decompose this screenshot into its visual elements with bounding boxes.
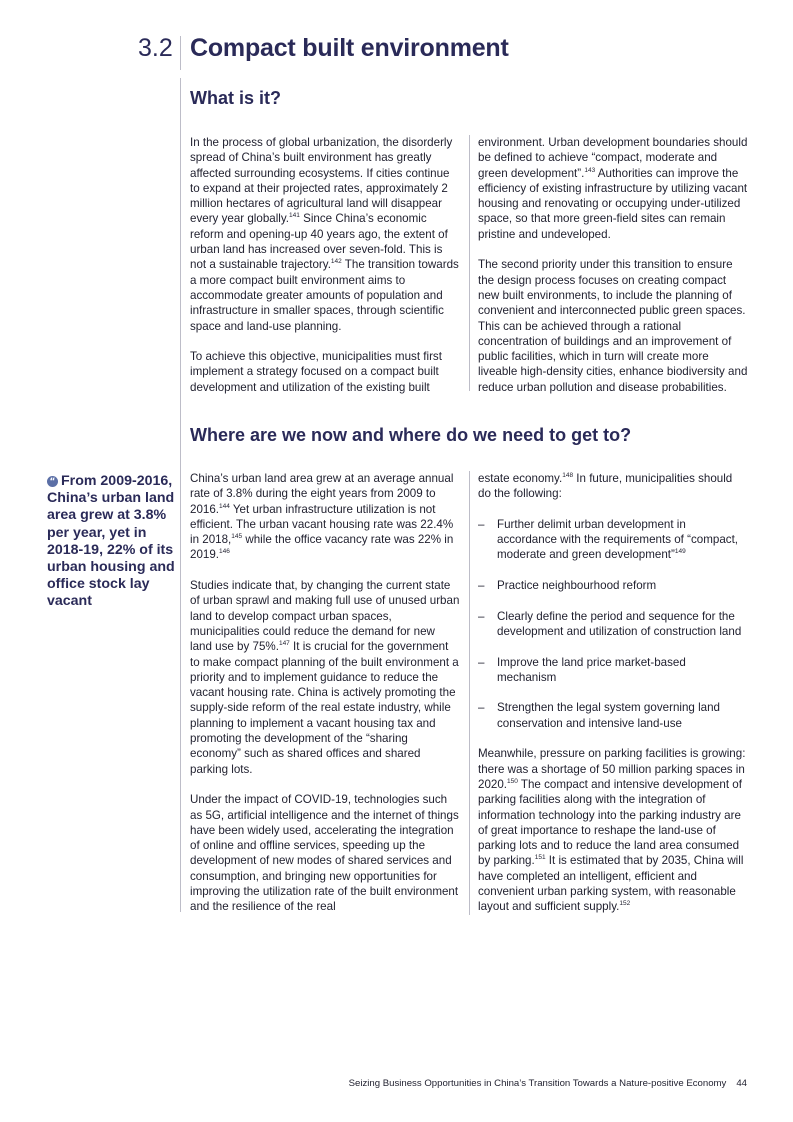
paragraph: environment. Urban development boundaries should be defined to achieve “compact, moderate and green development”.$^{143}$ Authorities can improve the efficiency of existing infrastructure by utilizing vacant housing and renovating or occupying under-utilized space, so that more green-field sites can remain pristine and undeveloped. bbox=[478, 136, 748, 241]
paragraph: estate economy.$^{148}$ In future, municipalities should do the following: bbox=[478, 472, 733, 501]
paragraph: The second priority under this transition to ensure the design process focuses on creating compact new built environments, to include the planning of convenient and interconnected public green spaces. This can be achieved through a rational concentration of buildings and an improvement of public facilities, which in turn will create more liveable high-density cities, enhance biodiversity and reduce urban pollution and disease probabilities. bbox=[478, 258, 748, 394]
page-number: 44 bbox=[736, 1078, 747, 1089]
quote-icon: “ bbox=[47, 476, 58, 487]
column-divider bbox=[469, 135, 470, 391]
page-title: Compact built environment bbox=[190, 34, 509, 62]
where-now-left-column bbox=[190, 471, 460, 915]
paragraph: Under the impact of COVID-19, technologies such as 5G, artificial intelligence and the internet of things have been widely used, accelerating the integration of online and offline services, speeding up the development of new modes of shared services and consumption, and bringing new opportunities for improving the utilization rate of the built environment and the resilience of the real bbox=[190, 793, 459, 914]
list-item: – Strengthen the legal system governing land conservation and intensive land-use bbox=[478, 701, 720, 730]
pull-quote: “ From 2009-2016, China’s urban land area grew at 3.8% per year, yet in 2018-19, 22% of its urban housing and office stock lay vacant bbox=[47, 473, 175, 610]
footer-title: Seizing Business Opportunities in China’s Transition Towards a Nature-positive Economy bbox=[348, 1078, 727, 1089]
header-divider bbox=[180, 36, 181, 70]
heading-what-is-it: What is it? bbox=[190, 88, 281, 108]
list-item: – Practice neighbourhood reform bbox=[478, 579, 657, 593]
list-item: – Improve the land price market-based mechanism bbox=[478, 655, 686, 684]
where-now-right-column bbox=[478, 471, 748, 915]
paragraph: Meanwhile, pressure on parking facilities is growing: there was a shortage of 50 million parking spaces in 2020.$^{150}$ The compact and intensive development of parking facilities along with the integration of information technology into the parking industry are of great importance to reshape the land-use of parking lots and to reduce the land area consumed by parking.$^{151}$ It is estimated that by 2035, China will have completed an intelligent, efficient and convenient urban parking system, with reasonable layout and sufficient supply.$^{152}$ bbox=[478, 747, 746, 914]
what-is-it-left-column bbox=[190, 135, 460, 395]
heading-where-now: Where are we now and where do we need to get to? bbox=[190, 425, 632, 445]
paragraph: In the process of global urbanization, the disorderly spread of China’s built environment has greatly affected surrounding ecosystems. If cities continue to expand at their projected rates, approximately 2 million hectares of agricultural land will disappear every year globally.$^{141}$ Since China’s economic reform and opening-up 40 years ago, the extent of urban land has increased over seven-fold. This is not a sustainable trajectory.$^{142}$ The transition towards a more compact built environment aims to accommodate greater amounts of population and infrastructure in smaller spaces, through scientific space and land-use planning. bbox=[190, 136, 459, 333]
margin-rule bbox=[180, 78, 181, 912]
section-number: 3.2 bbox=[138, 34, 173, 62]
paragraph: To achieve this objective, municipalities must first implement a strategy focused on a compact built development and utilization of the existing built bbox=[190, 350, 442, 394]
paragraph: China’s urban land area grew at an average annual rate of 3.8% during the eight years from 2009 to 2016.$^{144}$ Yet urban infrastructure utilization is not efficient. The urban vacant housing rate was 22.4% in 2018,$^{145}$ while the office vacancy rate was 22% in 2019.$^{146}$ bbox=[190, 472, 454, 562]
list-item: – Further delimit urban development in accordance with the requirements of “compact, moderate and green development”$^{149}$ bbox=[478, 517, 739, 562]
paragraph: Studies indicate that, by changing the current state of urban sprawl and making full use of unused urban land to develop compact urban spaces, municipalities could reduce the demand for new land use by 75%.$^{147}$ It is crucial for the government to make compact planning of the built environment a priority and to implement guidance to reduce the vacant housing rate. China is actively promoting the supply-side reform of the real estate industry, while planning to implement a vacant housing tax and promoting the development of the “sharing economy” such as shared offices and shared parking lots. bbox=[190, 579, 460, 776]
list-item: – Clearly define the period and sequence for the development and utilization of construction land bbox=[478, 609, 742, 638]
column-divider bbox=[469, 471, 470, 915]
page-footer bbox=[349, 1078, 747, 1089]
what-is-it-right-column bbox=[478, 135, 748, 395]
action-list bbox=[478, 517, 748, 731]
